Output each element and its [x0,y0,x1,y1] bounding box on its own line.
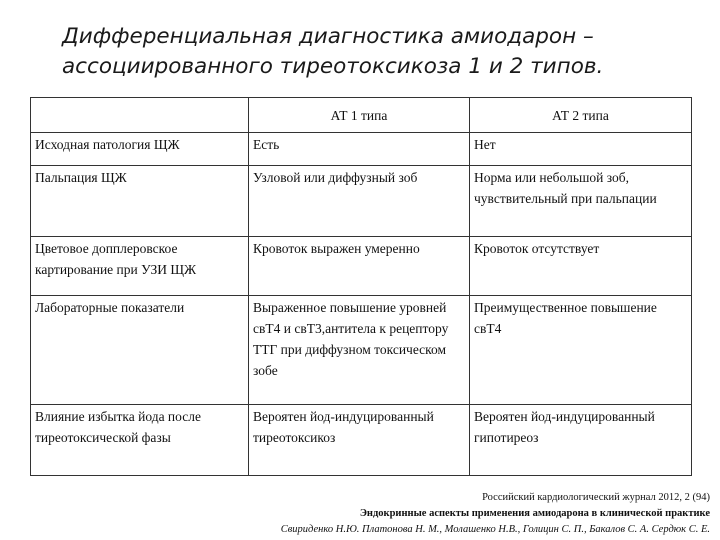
header-cell-type-2: АТ 2 типа [470,98,692,133]
slide-title-line-2: ассоциированного тиреотоксикоза 1 и 2 типов. [62,54,604,79]
type-1-cell: Выраженное повышение уровней свТ4 и свТ3,антитела к рецептору ТТГ при диффузном токсическом зобе [249,296,470,405]
type-2-cell: Норма или небольшой зоб, чувствительный при пальпации [470,166,692,237]
source-citation [281,490,710,538]
row-label-cell: Влияние избытка йода после тиреотоксической фазы [31,405,249,476]
type-1-cell: Есть [249,133,470,166]
type-1-cell: Узловой или диффузный зоб [249,166,470,237]
table-row [31,133,692,166]
table-row [31,166,692,237]
table-row [31,296,692,405]
row-label-cell: Цветовое допплеровское картирование при УЗИ ЩЖ [31,237,249,296]
source-article-title: Эндокринные аспекты применения амиодарона в клинической практике [359,508,710,519]
type-2-cell: Вероятен йод-индуцированный гипотиреоз [470,405,692,476]
type-2-cell: Кровоток отсутствует [470,237,692,296]
table-header-row [31,98,692,133]
header-cell-empty [31,98,249,133]
row-label-cell: Пальпация ЩЖ [31,166,249,237]
table-row [31,405,692,476]
row-label-cell: Лабораторные показатели [31,296,249,405]
source-authors: Свириденко Н.Ю. Платонова Н. М., Молашенко Н.В., Голицин С. П., Бакалов С. А. Сердюк С. Е. [280,524,710,535]
type-2-cell: Нет [470,133,692,166]
comparison-table [30,97,692,476]
table-row [31,237,692,296]
row-label-cell: Исходная патология ЩЖ [31,133,249,166]
type-1-cell: Кровоток выражен умеренно [249,237,470,296]
source-journal: Российский кардиологический журнал 2012, 2 (94) [482,492,710,503]
slide-title-line-1: Дифференциальная диагностика амиодарон – [62,24,594,49]
slide-title [62,22,702,82]
header-cell-type-1: АТ 1 типа [249,98,470,133]
type-2-cell: Преимущественное повышение свТ4 [470,296,692,405]
type-1-cell: Вероятен йод-индуцированный тиреотоксикоз [249,405,470,476]
